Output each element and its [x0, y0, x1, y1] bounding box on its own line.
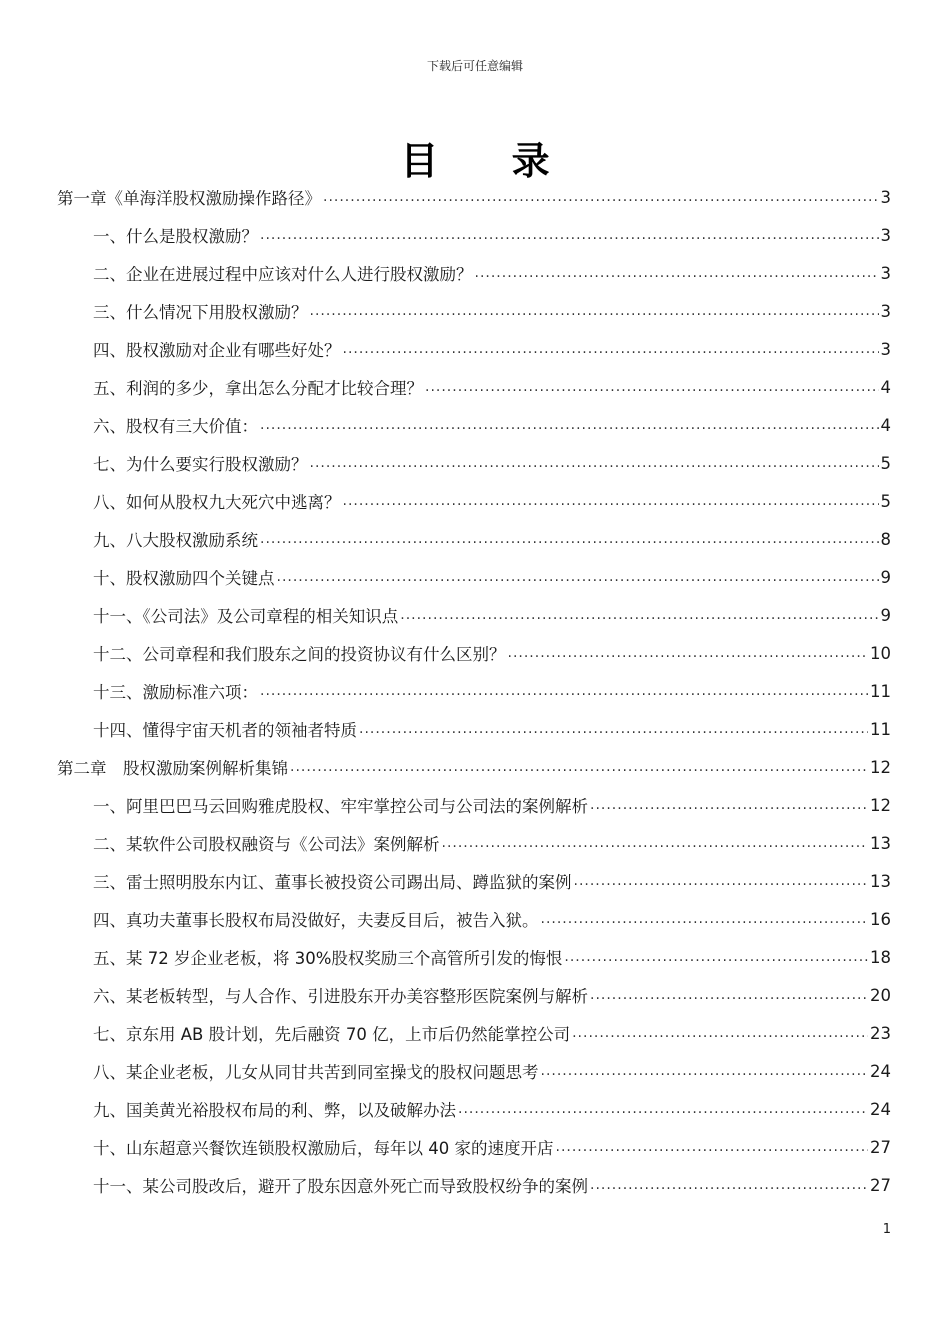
toc-entry-page: 16: [870, 909, 891, 929]
toc-entry-text: 六、股权有三大价值：: [93, 417, 258, 436]
toc-entry-page: 27: [870, 1137, 891, 1157]
toc-leader-dots: [343, 341, 879, 357]
toc-entry-text: 四、股权激励对企业有哪些好处？: [93, 341, 341, 360]
toc-entry-page: 9: [880, 567, 891, 587]
toc-entry-page: 24: [870, 1099, 891, 1119]
toc-entry[interactable]: [57, 672, 891, 710]
toc-entry-text: 二、某软件公司股权融资与《公司法》案例解析: [93, 835, 440, 854]
toc-leader-dots: [310, 455, 879, 471]
toc-leader-dots: [564, 949, 868, 965]
toc-entry[interactable]: [57, 1128, 891, 1166]
toc-entry-text: 八、某企业老板，儿女从同甘共苦到同室操戈的股权问题思考: [93, 1063, 539, 1082]
toc-entry-page: 3: [880, 225, 891, 245]
toc-entry[interactable]: [57, 748, 891, 786]
toc-entry[interactable]: [57, 482, 891, 520]
toc-entry-text: 九、八大股权激励系统: [93, 531, 258, 550]
toc-entry-text: 八、如何从股权九大死穴中逃离？: [93, 493, 341, 512]
toc-entry[interactable]: [57, 710, 891, 748]
toc-entry-text: 三、什么情况下用股权激励？: [93, 303, 308, 322]
toc-entry[interactable]: [57, 1090, 891, 1128]
toc-entry[interactable]: [57, 862, 891, 900]
toc-leader-dots: [475, 265, 879, 281]
toc-entry-page: 11: [870, 681, 891, 701]
toc-leader-dots: [442, 835, 869, 851]
toc-entry-page: 5: [880, 491, 891, 511]
toc-entry-text: 四、真功夫董事长股权布局没做好，夫妻反目后，被告入狱。: [93, 911, 539, 930]
toc-title: 目 录: [400, 139, 580, 183]
toc-entry-text: 第二章 股权激励案例解析集锦: [57, 759, 288, 778]
toc-leader-dots: [323, 189, 879, 205]
toc-entry-page: 5: [880, 453, 891, 473]
toc-entry[interactable]: [57, 178, 891, 216]
toc-entry-text: 七、为什么要实行股权激励？: [93, 455, 308, 474]
toc-entry-page: 9: [880, 605, 891, 625]
toc-entry-text: 六、某老板转型，与人合作、引进股东开办美容整形医院案例与解析: [93, 987, 588, 1006]
toc-leader-dots: [260, 417, 879, 433]
toc-entry-page: 3: [880, 187, 891, 207]
toc-entry[interactable]: [57, 634, 891, 672]
toc-entry[interactable]: [57, 938, 891, 976]
toc-leader-dots: [359, 721, 868, 737]
toc-leader-dots: [277, 569, 879, 585]
toc-entry-text: 十一、《公司法》及公司章程的相关知识点: [93, 607, 399, 626]
toc-entry-page: 4: [880, 377, 891, 397]
toc-entry-page: 18: [870, 947, 891, 967]
toc-entry-page: 12: [870, 757, 891, 777]
toc-entry-text: 十、山东超意兴餐饮连锁股权激励后，每年以 40 家的速度开店: [93, 1139, 554, 1158]
toc-entry-page: 3: [880, 339, 891, 359]
toc-entry-text: 十、股权激励四个关键点: [93, 569, 275, 588]
toc-leader-dots: [425, 379, 879, 395]
toc-entry-text: 二、企业在进展过程中应该对什么人进行股权激励？: [93, 265, 473, 284]
toc-leader-dots: [458, 1101, 868, 1117]
toc-entry-text: 三、雷士照明股东内讧、董事长被投资公司踢出局、蹲监狱的案例: [93, 873, 572, 892]
toc-entry-text: 一、阿里巴巴马云回购雅虎股权、牢牢掌控公司与公司法的案例解析: [93, 797, 588, 816]
toc-entry[interactable]: [57, 330, 891, 368]
toc-entry-page: 8: [880, 529, 891, 549]
toc-entry-text: 一、什么是股权激励？: [93, 227, 258, 246]
toc-leader-dots: [400, 607, 878, 623]
toc-entry-page: 11: [870, 719, 891, 739]
toc-entry[interactable]: [57, 900, 891, 938]
toc-entry-page: 3: [880, 263, 891, 283]
toc-leader-dots: [343, 493, 879, 509]
toc-entry[interactable]: [57, 1166, 891, 1204]
header-note: 下载后可任意编辑: [426, 59, 523, 73]
toc-entry-text: 五、利润的多少，拿出怎么分配才比较合理？: [93, 379, 423, 398]
toc-entry-page: 27: [870, 1175, 891, 1195]
toc-entry-text: 十二、公司章程和我们股东之间的投资协议有什么区别？: [93, 645, 506, 664]
toc-entry-page: 12: [870, 795, 891, 815]
toc-entry-page: 23: [870, 1023, 891, 1043]
toc-entry-page: 3: [880, 301, 891, 321]
toc-entry-page: 13: [870, 871, 891, 891]
toc-entry[interactable]: [57, 520, 891, 558]
toc-entry-page: 24: [870, 1061, 891, 1081]
toc-entry[interactable]: [57, 596, 891, 634]
toc-entry[interactable]: [57, 1052, 891, 1090]
toc-entry[interactable]: [57, 444, 891, 482]
toc-entry[interactable]: [57, 368, 891, 406]
toc-leader-dots: [574, 873, 869, 889]
toc-entry[interactable]: [57, 292, 891, 330]
toc-entry[interactable]: [57, 216, 891, 254]
toc-entry[interactable]: [57, 406, 891, 444]
toc-entry-page: 4: [880, 415, 891, 435]
page-number: 1: [882, 1222, 891, 1237]
toc-entry-text: 十三、激励标准六项：: [93, 683, 258, 702]
toc-leader-dots: [590, 987, 868, 1003]
toc-entry-text: 七、京东用 AB 股计划，先后融资 70 亿，上市后仍然能掌控公司: [93, 1025, 571, 1044]
toc-leader-dots: [541, 1063, 869, 1079]
toc-entry-page: 10: [870, 643, 891, 663]
toc-entry-text: 第一章《单海洋股权激励操作路径》: [57, 189, 321, 208]
toc-entry-text: 十一、某公司股改后，避开了股东因意外死亡而导致股权纷争的案例: [93, 1177, 588, 1196]
toc-entry-text: 五、某 72 岁企业老板，将 30%股权奖励三个高管所引发的悔恨: [93, 949, 563, 968]
toc-leader-dots: [260, 683, 868, 699]
toc-leader-dots: [290, 759, 868, 775]
toc-leader-dots: [541, 911, 869, 927]
toc-entry[interactable]: [57, 254, 891, 292]
toc-leader-dots: [572, 1025, 868, 1041]
toc-entry[interactable]: [57, 558, 891, 596]
toc-entry-page: 20: [870, 985, 891, 1005]
toc-leader-dots: [310, 303, 879, 319]
toc-entry[interactable]: [57, 786, 891, 824]
toc-leader-dots: [590, 1177, 868, 1193]
toc-entry[interactable]: [57, 1014, 891, 1052]
toc-leader-dots: [260, 531, 879, 547]
table-of-contents: [57, 178, 891, 1204]
toc-entry-page: 13: [870, 833, 891, 853]
toc-leader-dots: [590, 797, 868, 813]
toc-leader-dots: [260, 227, 879, 243]
toc-leader-dots: [508, 645, 869, 661]
toc-entry-text: 九、国美黄光裕股权布局的利、弊，以及破解办法: [93, 1101, 456, 1120]
toc-entry[interactable]: [57, 976, 891, 1014]
toc-entry[interactable]: [57, 824, 891, 862]
toc-leader-dots: [556, 1139, 869, 1155]
toc-entry-text: 十四、懂得宇宙天机者的领袖者特质: [93, 721, 357, 740]
